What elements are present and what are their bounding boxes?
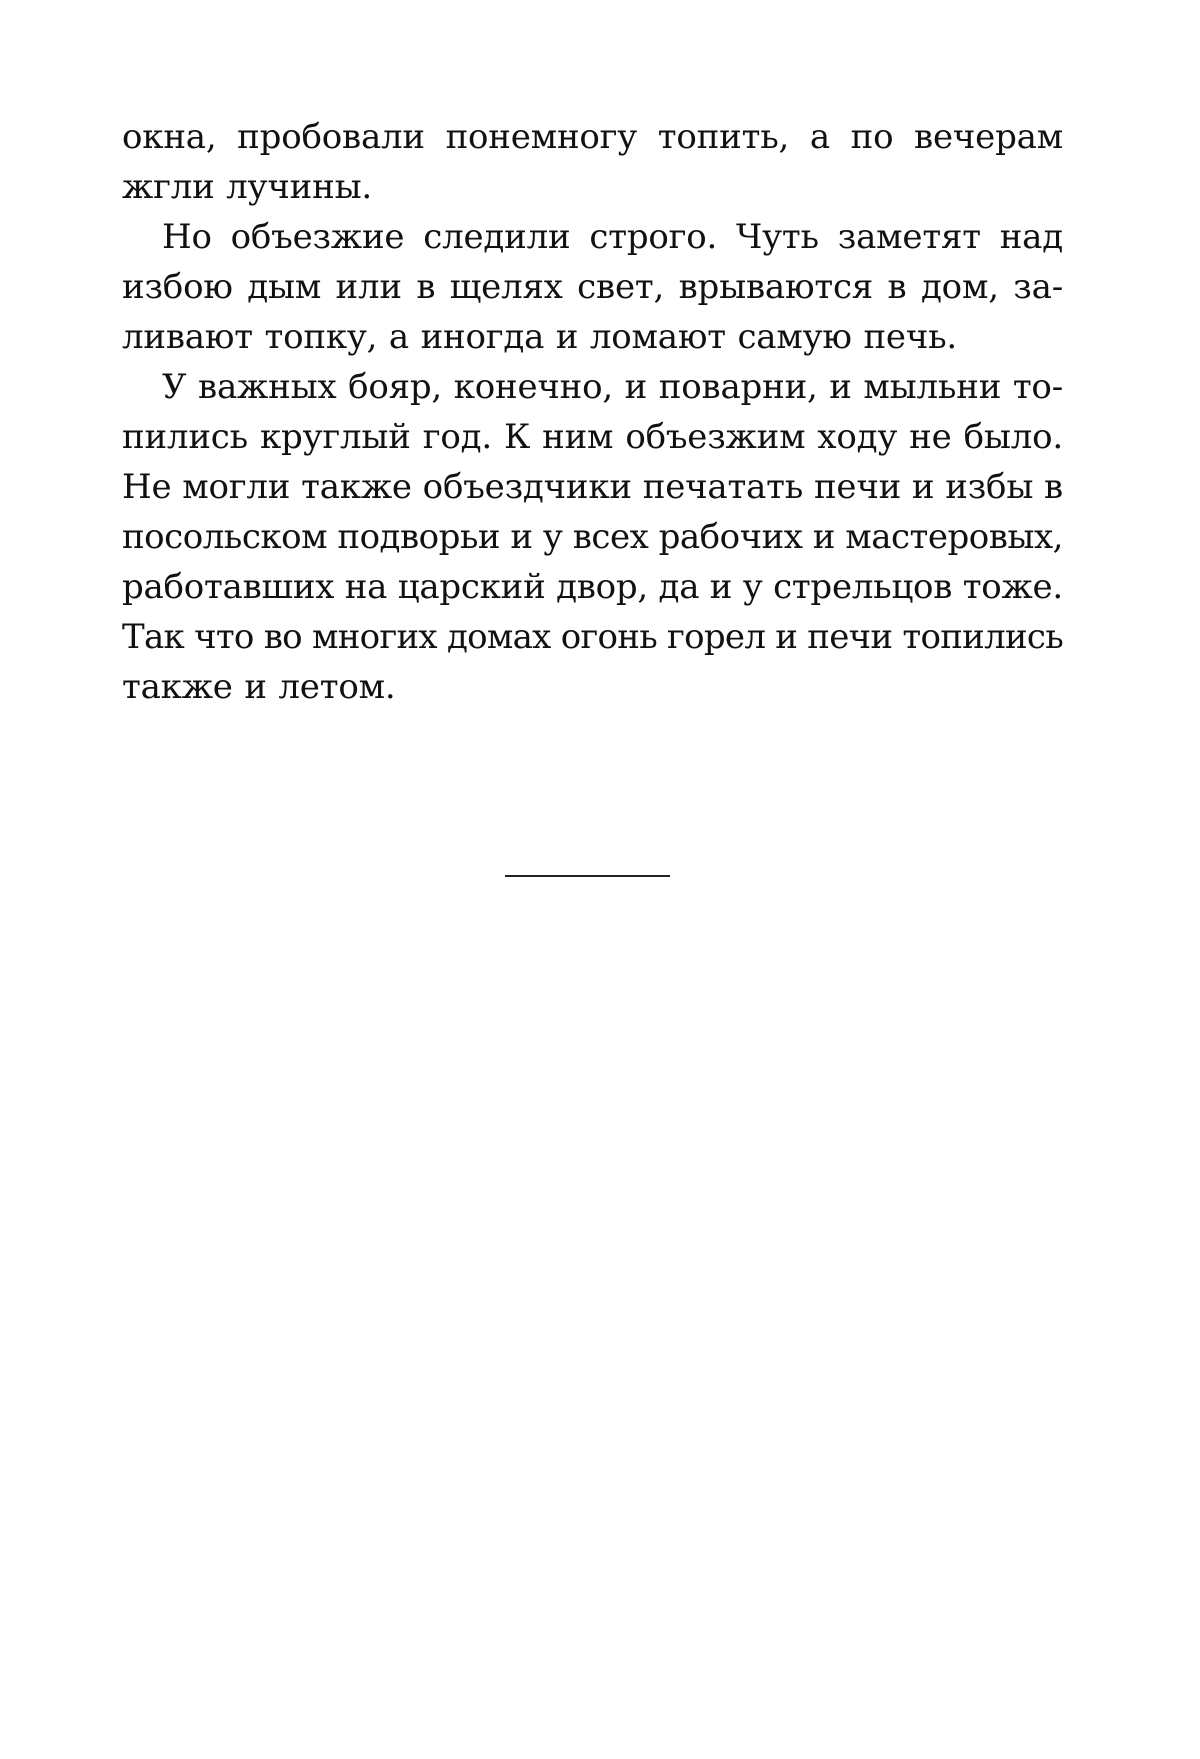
paragraph-2 [122,212,1063,362]
text-line: ливают топку, а иногда и ломают самую печь. [122,317,958,357]
text-line: работавших на царский двор, да и у стрельцов тоже. [122,567,1063,607]
text-line: У важных бояр, конечно, и поварни, и мыльни то- [162,367,1063,407]
paragraph-3 [122,362,1063,712]
text-line: Так что во многих домах огонь горел и печи топились [122,617,1063,657]
text-line: пились круглый год. К ним объезжим ходу не было. [122,417,1063,457]
body-text [122,112,1063,712]
text-line: жгли лучины. [122,167,373,207]
text-line: окна, пробовали понемногу топить, а по вечерам [122,117,1063,157]
text-line: также и летом. [122,667,396,707]
text-line: Но объезжие следили строго. Чуть заметят над [162,217,1063,257]
text-line: Не могли также объездчики печатать печи и избы в [122,467,1063,507]
text-line: избою дым или в щелях свет, врываются в дом, за- [122,267,1063,307]
text-line: посольском подворьи и у всех рабочих и мастеровых, [122,517,1063,557]
section-separator-rule [505,875,670,877]
paragraph-1 [122,112,1063,212]
